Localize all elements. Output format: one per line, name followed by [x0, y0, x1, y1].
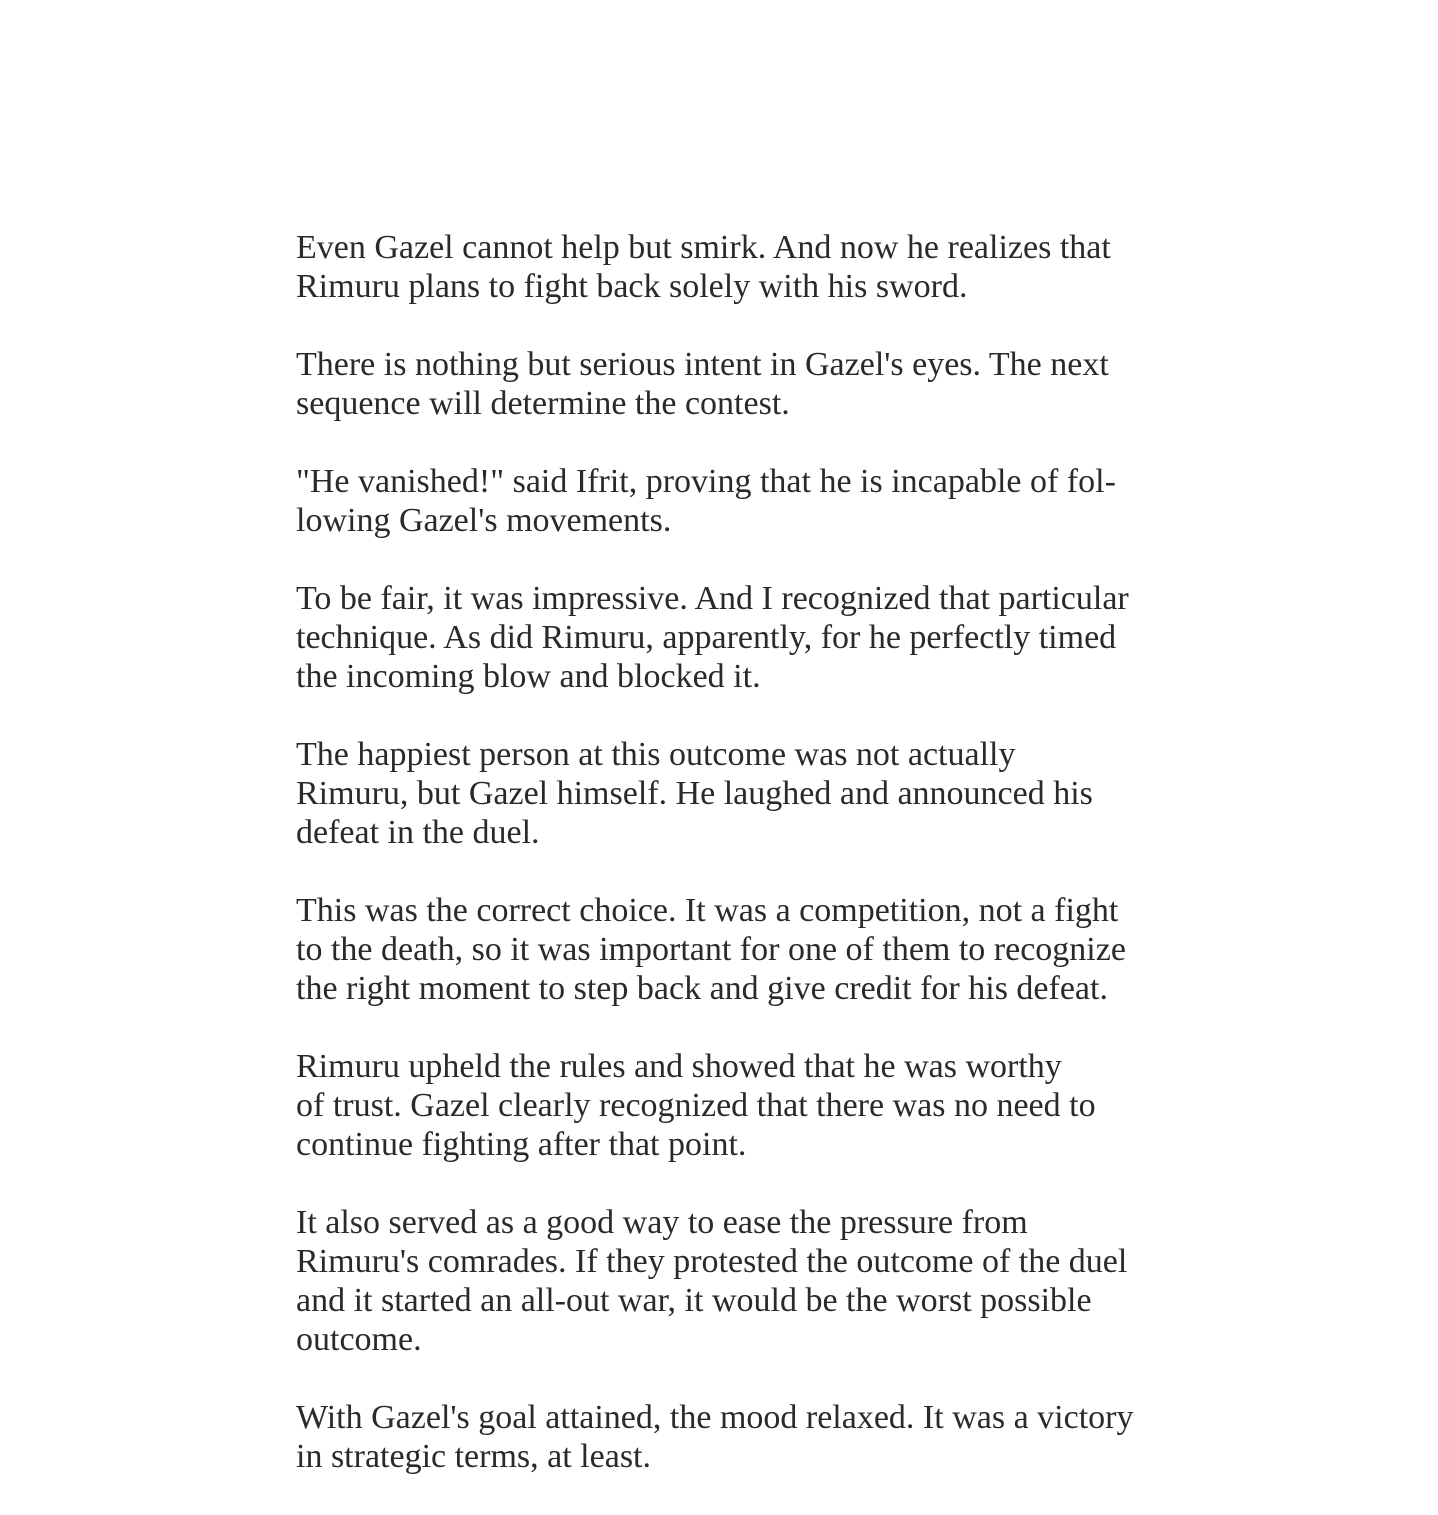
text-line: the right moment to step back and give credit for his defeat. — [296, 970, 1108, 1007]
text-line: "He vanished!" said Ifrit, proving that he is incapable of fol- — [296, 463, 1116, 500]
text-line: Rimuru, but Gazel himself. He laughed and announced his — [296, 775, 1093, 812]
text-line: to the death, so it was important for one of them to recognize — [296, 931, 1126, 968]
text-line: in strategic terms, at least. — [296, 1438, 651, 1475]
paragraph — [296, 891, 1176, 1008]
paragraph — [296, 345, 1176, 423]
text-line: The happiest person at this outcome was not actually — [296, 736, 1016, 773]
paragraph — [296, 228, 1176, 306]
paragraph — [296, 462, 1176, 540]
text-line: Rimuru's comrades. If they protested the outcome of the duel — [296, 1243, 1128, 1280]
paragraph — [296, 579, 1176, 696]
text-line: Rimuru upheld the rules and showed that he was worthy — [296, 1048, 1062, 1085]
text-line: the incoming blow and blocked it. — [296, 658, 761, 695]
paragraph — [296, 1047, 1176, 1164]
text-line: With Gazel's goal attained, the mood relaxed. It was a victory — [296, 1399, 1134, 1436]
text-line: sequence will determine the contest. — [296, 385, 790, 422]
text-line: It also served as a good way to ease the pressure from — [296, 1204, 1028, 1241]
text-line: Even Gazel cannot help but smirk. And now he realizes that — [296, 229, 1111, 266]
text-line: and it started an all-out war, it would be the worst possible — [296, 1282, 1092, 1319]
text-line: To be fair, it was impressive. And I recognized that particular — [296, 580, 1129, 617]
text-line: outcome. — [296, 1321, 422, 1358]
text-line: defeat in the duel. — [296, 814, 540, 851]
text-line: technique. As did Rimuru, apparently, for he perfectly timed — [296, 619, 1117, 656]
text-line: There is nothing but serious intent in Gazel's eyes. The next — [296, 346, 1109, 383]
text-line: This was the correct choice. It was a competition, not a fight — [296, 892, 1119, 929]
text-line: continue fighting after that point. — [296, 1126, 747, 1163]
text-line: Rimuru plans to fight back solely with his sword. — [296, 268, 968, 305]
text-line: of trust. Gazel clearly recognized that there was no need to — [296, 1087, 1096, 1124]
paragraph — [296, 1203, 1176, 1359]
body-text — [296, 228, 1176, 1515]
text-line: lowing Gazel's movements. — [296, 502, 672, 539]
paragraph — [296, 1398, 1176, 1476]
paragraph — [296, 735, 1176, 852]
